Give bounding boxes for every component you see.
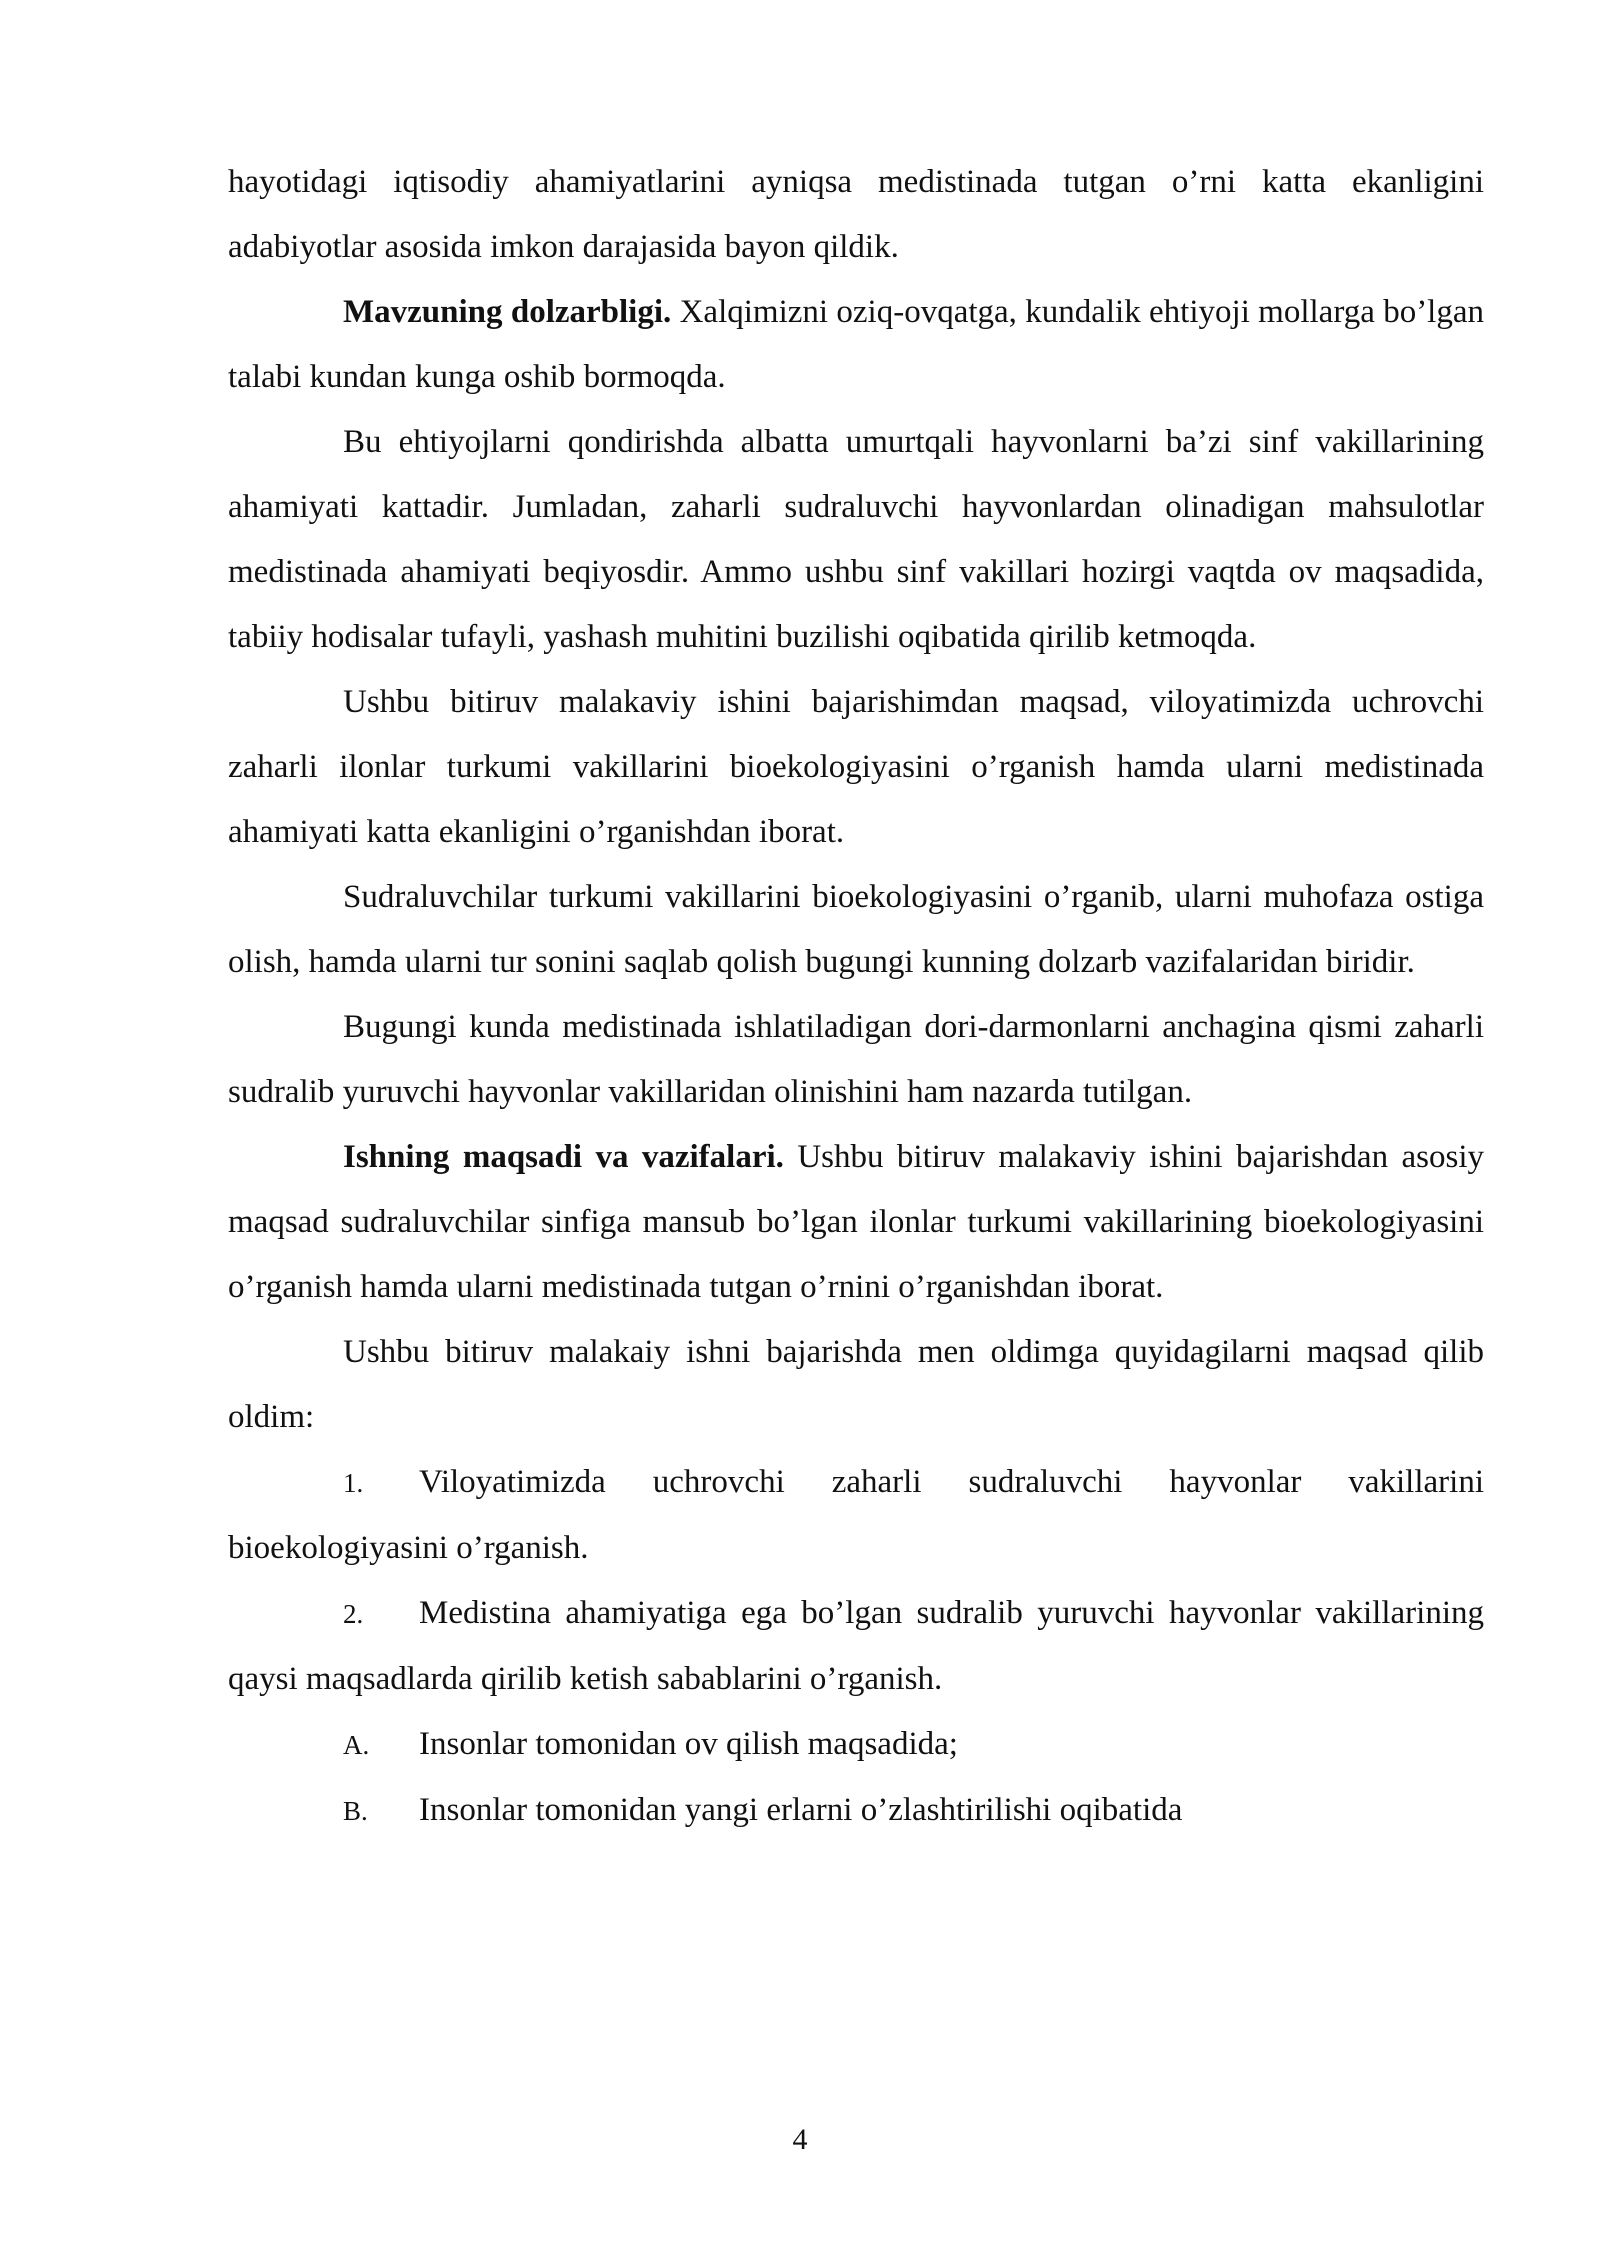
heading-goals: Ishning maqsadi va vazifalari. (343, 1139, 784, 1175)
paragraph-continuation: hayotidagi iqtisodiy ahamiyatlarini ayniqsa medistinada tutgan o’rni katta ekanligini adabiyotlar asosida imkon darajasida bayon qildik. (228, 164, 1484, 265)
list-item-text: Insonlar tomonidan ov qilish maqsadida; (419, 1726, 958, 1762)
paragraph-purpose: Ushbu bitiruv malakaviy ishini bajarishimdan maqsad, viloyatimizda uchrovchi zaharli ilonlar turkumi vakillarini bioekologiyasini o’rganish hamda ularni medistinada ahamiyati katta ekanligini o’rganishdan iborat. (228, 684, 1484, 850)
list-marker: A. (343, 1730, 370, 1760)
paragraph-medicine: Bugungi kunda medistinada ishlatiladigan dori-darmonlarni anchagina qismi zaharli sudralib yuruvchi hayvonlar vakillaridan olinishini ham nazarda tutilgan. (228, 1009, 1484, 1110)
paragraph-relevance (228, 280, 1484, 410)
paragraph-goals (228, 1125, 1484, 1320)
list-item-text: Insonlar tomonidan yangi erlarni o’zlashtirilishi oqibatida (419, 1792, 1183, 1828)
numbered-list-item (228, 1581, 1484, 1712)
paragraph-objectives-intro: Ushbu bitiruv malakaiy ishni bajarishda men oldimga quyidagilarni maqsad qilib oldim: (228, 1334, 1484, 1435)
list-marker: B. (343, 1796, 368, 1826)
numbered-list-item (228, 1450, 1484, 1581)
heading-relevance: Mavzuning dolzarbligi. (343, 294, 672, 330)
lettered-list-item (228, 1778, 1484, 1844)
relevance-text: Xalqimizni oziq-ovqatga, kundalik ehtiyoji mollarga bo’lgan talabi kundan kunga oshib bormoqda. (228, 294, 1484, 395)
list-marker: 2. (343, 1599, 364, 1629)
paragraph-needs: Bu ehtiyojlarni qondirishda albatta umurtqali hayvonlarni ba’zi sinf vakillarining ahamiyati kattadir. Jumladan, zaharli sudraluvchi hayvonlardan olinadigan mahsulotlar medistinada ahamiyati beqiyosdir. Ammo ushbu sinf vakillari hozirgi vaqtda ov maqsadida, tabiiy hodisalar tufayli, yashash muhitini buzilishi oqibatida qirilib ketmoqda. (228, 424, 1484, 655)
page-number: 4 (792, 2123, 808, 2156)
list-item-text: Viloyatimizda uchrovchi zaharli sudraluvchi hayvonlar vakillarini bioekologiyasini o’rganish. (228, 1464, 1484, 1566)
paragraph-reptiles: Sudraluvchilar turkumi vakillarini bioekologiyasini o’rganib, ularni muhofaza ostiga olish, hamda ularni tur sonini saqlab qolish bugungi kunning dolzarb vazifalaridan biridir. (228, 879, 1484, 980)
goals-text: Ushbu bitiruv malakaviy ishini bajarishdan asosiy maqsad sudraluvchilar sinfiga mansub bo’lgan ilonlar turkumi vakillarining bioekologiyasini o’rganish hamda ularni medistinada tutgan o’rnini o’rganishdan iborat. (228, 1139, 1484, 1305)
list-item-text: Medistina ahamiyatiga ega bo’lgan sudralib yuruvchi hayvonlar vakillarining qaysi maqsadlarda qirilib ketish sabablarini o’rganish. (228, 1595, 1484, 1697)
lettered-list-item (228, 1712, 1484, 1778)
document-body (228, 150, 1484, 1844)
list-marker: 1. (343, 1468, 364, 1498)
